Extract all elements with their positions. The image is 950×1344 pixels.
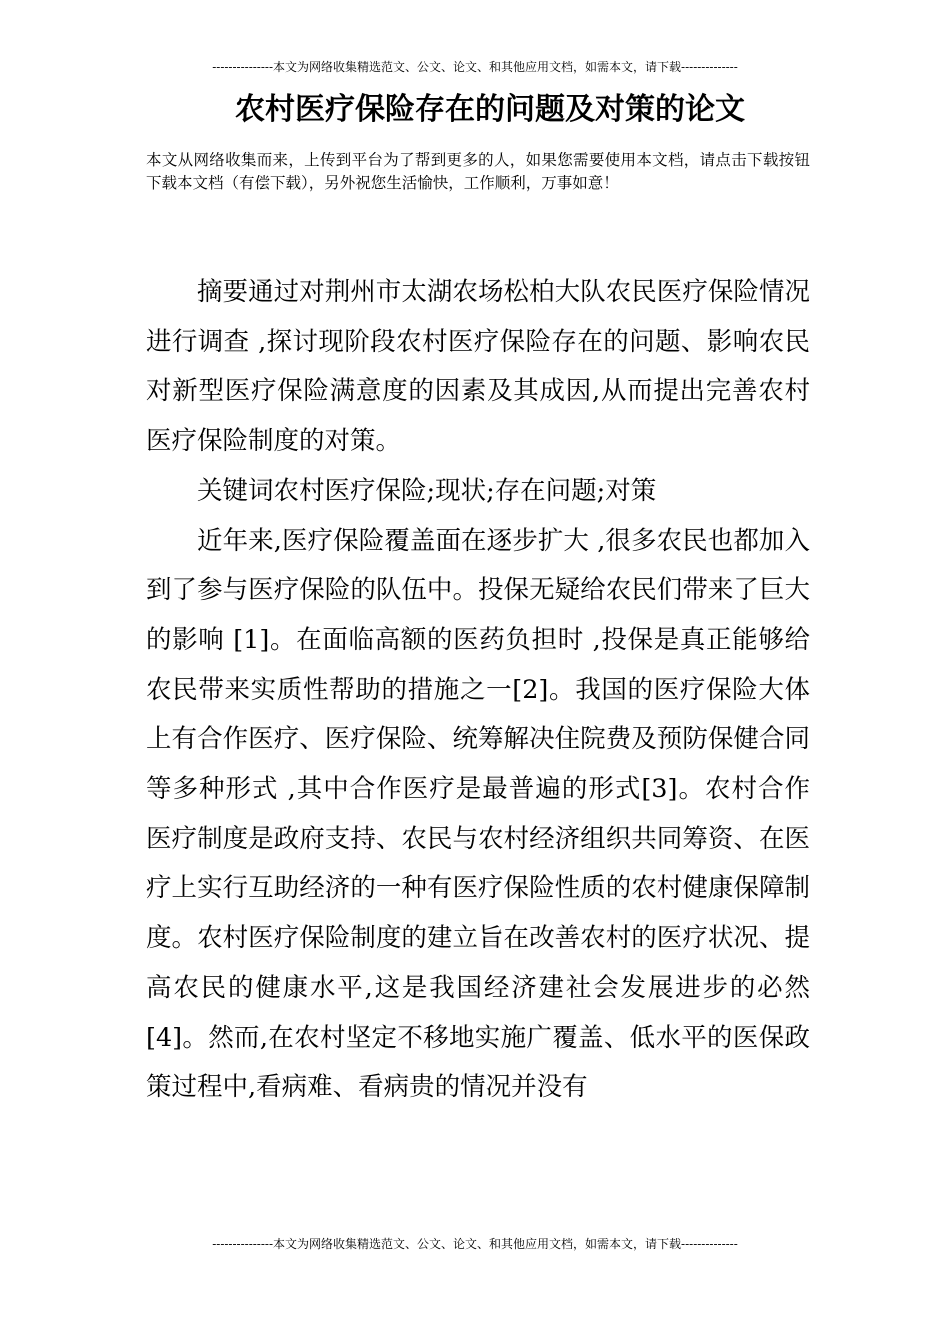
introduction-paragraph: 近年来,医疗保险覆盖面在逐步扩大 ,很多农民也都加入到了参与医疗保险的队伍中。投保无疑给农民们带来了巨大的影响 [1]。在面临高额的医药负担时 ,投保是真正能够给农民带来实质性帮助的措施之一[2]。我国的医疗保险大体上有合作医疗、医疗保险、统筹解决住院费及预防保健合同等多种形式 ,其中合作医疗是最普遍的形式[3]。农村合作医疗制度是政府支持、农民与农村经济组织共同筹资、在医疗上实行互助经济的一种有医疗保险性质的农村健康保障制度。农村医疗保险制度的建立旨在改善农村的医疗状况、提高农民的健康水平,这是我国经济建社会发展进步的必然[4]。然而,在农村坚定不移地实施广覆盖、低水平的医保政策过程中,看病难、看病贵的情况并没有 bbox=[146, 525, 810, 1103]
document-title: 农村医疗保险存在的问题及对策的论文 bbox=[235, 92, 745, 127]
abstract-paragraph: 摘要通过对荆州市太湖农场松柏大队农民医疗保险情况进行调查 ,探讨现阶段农村医疗保险存在的问题、影响农民对新型医疗保险满意度的因素及其成因,从而提出完善农村医疗保险制度的对策。 bbox=[146, 277, 810, 457]
keywords-paragraph: 关键词农村医疗保险;现状;存在问题;对策 bbox=[197, 475, 657, 506]
document-body bbox=[146, 268, 810, 1113]
footer-banner: ---------------本文为网络收集精选范文、公文、论文、和其他应用文档，如需本文，请下载-------------- bbox=[212, 1237, 738, 1251]
download-notice: 本文从网络收集而来，上传到平台为了帮到更多的人，如果您需要使用本文档，请点击下载按钮下载本文档（有偿下载），另外祝您生活愉快，工作顺利，万事如意！ bbox=[146, 151, 810, 192]
header-banner: ---------------本文为网络收集精选范文、公文、论文、和其他应用文档，如需本文，请下载-------------- bbox=[212, 60, 738, 74]
